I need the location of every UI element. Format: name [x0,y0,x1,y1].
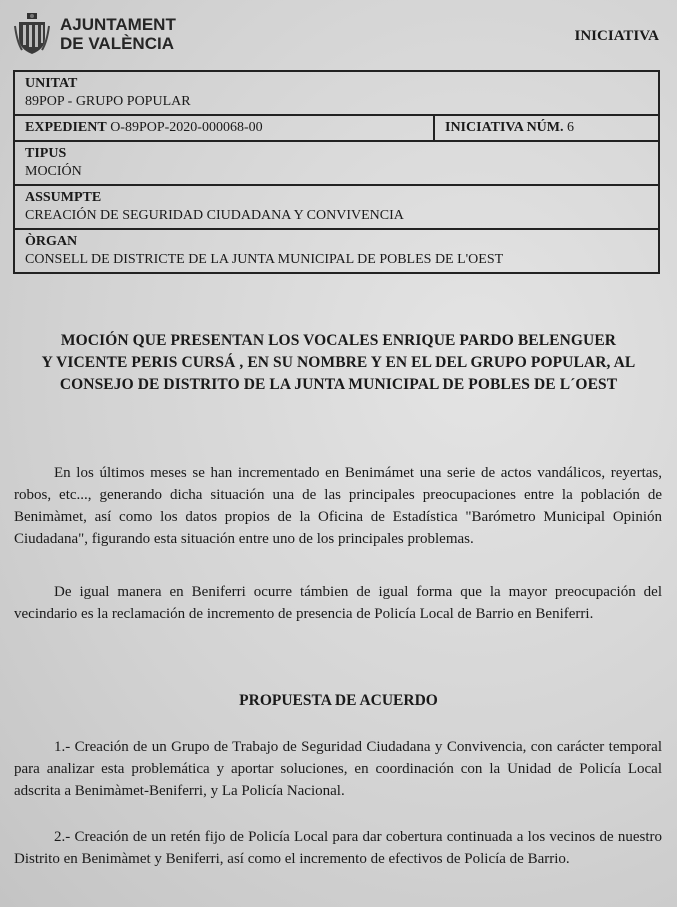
body-paragraph-1: En los últimos meses se han incrementado en Benimámet una serie de actos vandálicos, reyertas, robos, etc..., generando dicha situación una de las principales preocupaciones entre la población de Benimàmet, así como los datos propios de la Oficina de Estadística "Barómetro Municipal Opinión Ciudadana", figurando esta situación entre uno de los principales problemas. [14,465,662,547]
expedient-value: O-89POP-2020-000068-00 [110,120,263,135]
proposal-item-2: 2.- Creación de un retén fijo de Policía Local para dar cobertura continuada a los vecinos de nuestro Distrito en Benimàmet y Beniferri, así como el incremento de efectivos de Policía de Barrio. [14,829,662,867]
expedient-label: EXPEDIENT [25,120,107,135]
expedient-cell [15,116,435,140]
iniciativa-cell [435,116,582,140]
info-table [13,70,660,274]
unitat-value: 89POP - GRUPO POPULAR [25,94,191,109]
organ-label: ÒRGAN [25,234,78,249]
motion-title-line1: MOCIÓN QUE PRESENTAN LOS VOCALES ENRIQUE PARDO BELENGUER [60,332,617,349]
tipus-value: MOCIÓN [25,164,82,179]
proposal-item-1: 1.- Creación de un Grupo de Trabajo de Seguridad Ciudadana y Convivencia, con carácter temporal para analizar esta problemática y aportar soluciones, en coordinación con la Unidad de Policía Local adscrita a Benimàmet-Beniferri, y La Policía Nacional. [14,739,662,799]
motion-title-line3: CONSEJO DE DISTRITO DE LA JUNTA MUNICIPAL DE POBLES DE L´OEST [59,376,618,393]
unitat-row [15,72,658,116]
iniciativa-value: 6 [567,120,575,135]
organization-name [60,15,176,53]
org-name-line1: AJUNTAMENT [60,15,176,34]
assumpte-label: ASSUMPTE [25,190,102,205]
org-name-line2: DE VALÈNCIA [60,34,174,53]
organ-row [15,230,658,272]
document-type: INICIATIVA [574,28,659,44]
motion-title-line2: Y VICENTE PERIS CURSÁ , EN SU NOMBRE Y EN EL DEL GRUPO POPULAR, AL [41,354,636,371]
tipus-row [15,142,658,186]
city-crest-icon [14,12,50,56]
assumpte-value: CREACIÓN DE SEGURIDAD CIUDADANA Y CONVIVENCIA [25,208,404,223]
unitat-label: UNITAT [25,76,78,91]
expedient-row [15,116,658,142]
organ-value: CONSELL DE DISTRICTE DE LA JUNTA MUNICIPAL DE POBLES DE L'OEST [25,252,504,267]
iniciativa-label: INICIATIVA NÚM. [445,120,564,135]
proposal-heading: PROPUESTA DE ACUERDO [239,692,438,709]
body-paragraph-2: De igual manera en Beniferri ocurre támbien de igual forma que la mayor preocupación del vecindario es la reclamación de incremento de presencia de Policía Local de Barrio en Beniferri. [14,584,662,622]
tipus-label: TIPUS [25,146,67,161]
assumpte-row [15,186,658,230]
ajuntament-logo [14,12,214,56]
motion-title [0,330,677,396]
